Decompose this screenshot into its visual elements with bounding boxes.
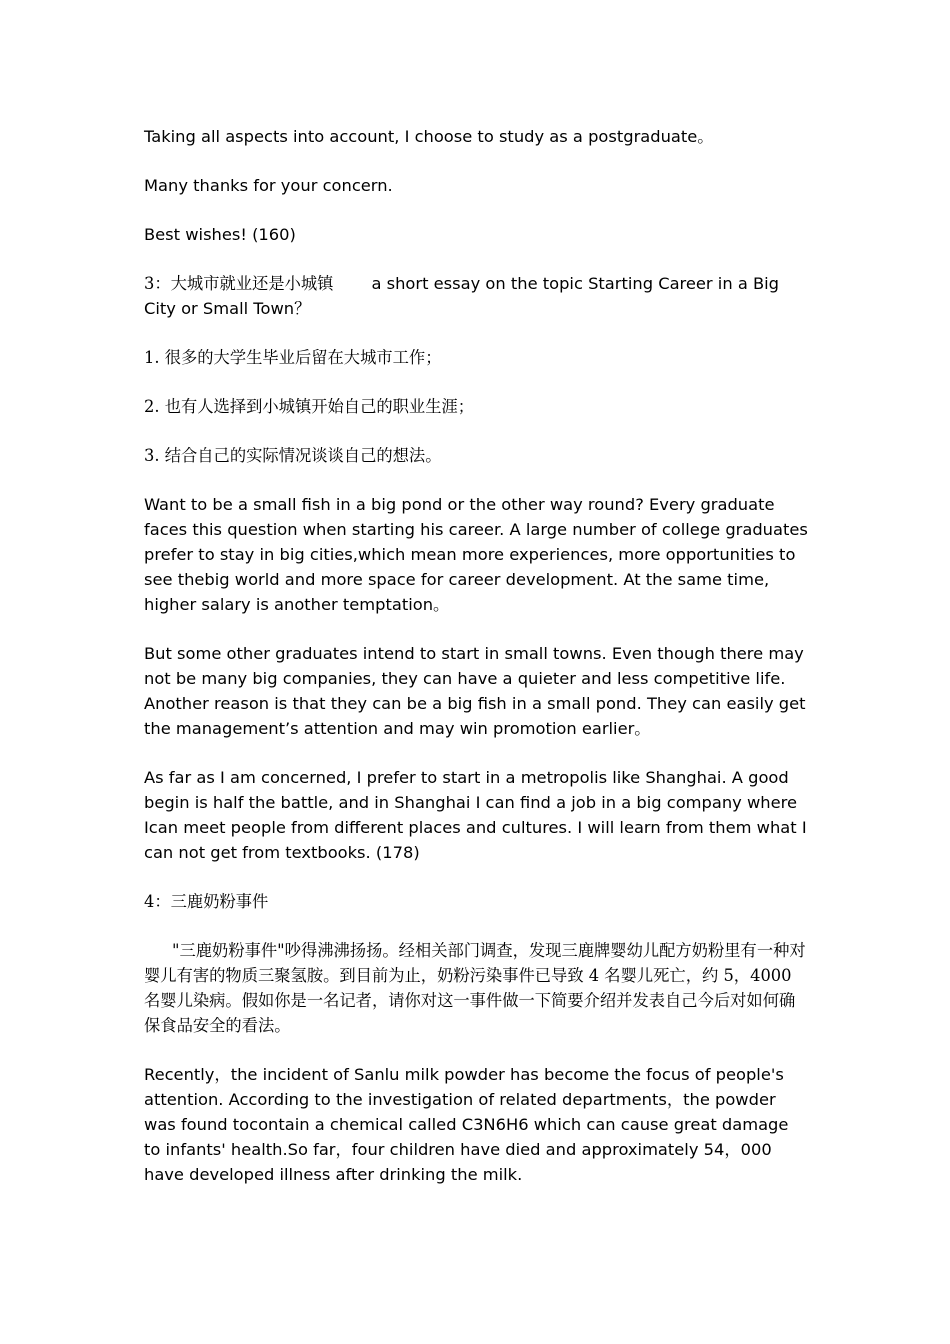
sign-off-line: Best wishes! (160) <box>144 225 296 244</box>
essay-3-paragraph-3: As far as I am concerned, I prefer to start in a metropolis like Shanghai. A good begin is half the battle, and in Shanghai I can find a job in a big company where Ican meet people from different places and cultures. I will learn from them what I can not get from textbooks. (178) <box>144 768 807 862</box>
document-page <box>144 124 808 1211</box>
essay-4-paragraph-1: Recently，the incident of Sanlu milk powder has become the focus of people's attention. According to the investigation of related departments，the powder was found tocontain a chemical called C3N6H6 which can cause great damage to infants' health.So far，four children have died and approximately 54，000 have developed illness after drinking the milk. <box>144 1065 789 1184</box>
essay-3-paragraph-1: Want to be a small fish in a big pond or the other way round? Every graduate faces this question when starting his career. A large number of college graduates prefer to stay in big cities,which mean more experiences, more opportunities to see thebig world and more space for career development. At the same time, higher salary is another temptation。 <box>144 495 808 614</box>
prompt-point-1: 1. 很多的大学生毕业后留在大城市工作； <box>144 348 442 367</box>
essay-3-title-cn: 3：大城市就业还是小城镇 <box>144 274 334 293</box>
prompt-point-2: 2. 也有人选择到小城镇开始自己的职业生涯； <box>144 397 475 416</box>
essay-3-heading <box>144 271 808 321</box>
essay-4-prompt: "三鹿奶粉事件"吵得沸沸扬扬。经相关部门调查，发现三鹿牌婴幼儿配方奶粉里有一种对婴儿有害的物质三聚氢胺。到目前为止，奶粉污染事件已导致 4 名婴儿死亡，约 5，4000 名婴儿染病。假如你是一名记者，请你对这一事件做一下简要介绍并发表自己今后对如何确保食品安全的看法。 <box>144 941 806 1035</box>
essay-4-heading: 4：三鹿奶粉事件 <box>144 892 269 911</box>
prompt-point-3: 3. 结合自己的实际情况谈谈自己的想法。 <box>144 446 442 465</box>
thanks-line: Many thanks for your concern. <box>144 176 393 195</box>
essay-3-paragraph-2: But some other graduates intend to start in small towns. Even though there may not be many big companies, they can have a quieter and less competitive life. Another reason is that they can be a big fish in a small pond. They can easily get the management’s attention and may win promotion earlier。 <box>144 644 806 738</box>
essay-3-title-en: a short essay on the topic Starting Career in a Big City or Small Town？ <box>144 274 779 318</box>
closing-paragraph: Taking all aspects into account, I choose to study as a postgraduate。 <box>144 127 714 146</box>
